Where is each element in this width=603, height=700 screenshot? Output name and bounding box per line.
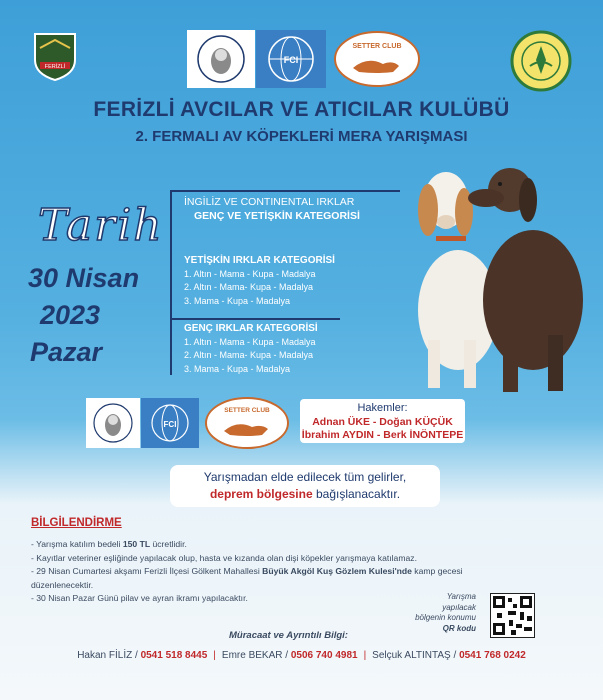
municipality-seal-icon — [510, 30, 572, 92]
info-item-fee-post: ücretlidir. — [150, 539, 187, 549]
contact-person-2 — [222, 650, 358, 661]
setter-dog-icon — [204, 396, 290, 450]
dog-head-icon — [193, 33, 249, 85]
contact-name-3: Selçuk ALTINTAŞ / — [372, 650, 457, 661]
svg-text:SETTER CLUB: SETTER CLUB — [224, 407, 270, 414]
group-title — [184, 195, 360, 223]
date-day: 30 Nisan — [28, 263, 140, 293]
young-category-title: GENÇ IRKLAR KATEGORİSİ — [184, 323, 318, 334]
judges-line1: Adnan ÜKE - Doğan KÜÇÜK — [312, 415, 453, 428]
svg-text:FERİZLİ: FERİZLİ — [44, 64, 66, 70]
svg-text:FCI: FCI — [283, 55, 299, 65]
club-logo — [30, 30, 80, 82]
adult-prize-3: 3. Mama - Kupa - Madalya — [184, 295, 291, 306]
young-category — [184, 322, 318, 376]
date-weekday: Pazar — [30, 337, 103, 367]
info-item-camp — [31, 565, 481, 592]
globe-icon — [265, 33, 317, 85]
contact-name-1: Hakan FİLİZ / — [77, 650, 138, 661]
info-item-vet: - Kayıtlar veteriner eşliğinde yapılacak olup, hasta ve kızanda olan dişi köpekler yarışmaya katılamaz. — [31, 552, 417, 563]
info-item-fee — [31, 538, 481, 552]
event-title: 2. FERMALI AV KÖPEKLERİ MERA YARIŞMASI — [135, 128, 468, 145]
qr-note-line1: Yarışma — [446, 592, 476, 601]
globe-icon — [148, 401, 192, 445]
qr-note-line2: yapılacak — [442, 602, 476, 612]
donation-notice — [170, 465, 440, 507]
fci-logo — [256, 30, 326, 88]
group-title-line2: GENÇ VE YETİŞKİN KATEGORİSİ — [194, 210, 360, 222]
club-shield-icon — [30, 30, 80, 82]
info-item-camp-place: Büyük Akgöl Kuş Gözlem Kulesi'nde — [262, 566, 412, 577]
info-item-fee-amount: 150 TL — [122, 539, 151, 549]
setter-club-logo-small — [204, 396, 290, 450]
adult-prize-1: 1. Altın - Mama - Kupa - Madalya — [184, 268, 316, 279]
svg-text:SETTER CLUB: SETTER CLUB — [352, 43, 402, 50]
contact-phone-3[interactable]: 0541 768 0242 — [459, 650, 526, 661]
setter-club-logo — [333, 30, 421, 88]
setter-dog-icon — [333, 30, 421, 88]
young-bracket — [170, 318, 340, 320]
fci-logo-small — [141, 398, 199, 448]
adult-category — [184, 254, 335, 308]
date-year: 2023 — [40, 300, 101, 330]
contact-phone-2[interactable]: 0506 740 4981 — [290, 650, 358, 661]
judges-box — [300, 399, 465, 443]
federation-logo-small — [86, 398, 140, 448]
svg-text:FCI: FCI — [163, 420, 177, 429]
contact-label: Müracaat ve Ayrıntılı Bilgi: — [229, 630, 348, 641]
qr-code-icon — [491, 594, 534, 637]
notice-line1: Yarışmadan elde edilecek tüm gelirler, — [203, 470, 407, 484]
location-qr-code[interactable] — [490, 593, 535, 638]
qr-note — [414, 592, 476, 634]
notice-line2-rest: bağışlanacaktır. — [312, 487, 401, 501]
club-title: FERİZLİ AVCILAR VE ATICILAR KULÜBÜ — [93, 98, 510, 121]
judges-title: Hakemler: — [357, 402, 408, 414]
contact-separator: | — [363, 650, 367, 661]
qr-note-line4: QR kodu — [442, 623, 476, 633]
info-item-fee-pre: - Yarışma katılım bedeli — [31, 539, 123, 549]
adult-category-title: YETİŞKİN IRKLAR KATEGORİSİ — [184, 255, 335, 266]
federation-logo — [187, 30, 255, 88]
young-prize-2: 2. Altın - Mama- Kupa - Madalya — [184, 350, 314, 360]
notice-line2 — [176, 486, 434, 503]
pointer-dog-image — [468, 168, 583, 392]
contact-name-2: Emre BEKAR / — [221, 650, 289, 661]
judges-line2: İbrahim AYDIN - Berk İNÖNTEPE — [301, 429, 464, 441]
info-item-camp-post: kamp gecesi düzenlenecektir. — [31, 566, 463, 590]
municipality-logo — [510, 30, 572, 92]
young-prize-3: 3. Mama - Kupa - Madalya — [184, 363, 291, 374]
contact-person-3 — [372, 650, 526, 661]
info-heading: BİLGİLENDİRME — [31, 517, 122, 529]
contact-phone-1[interactable]: 0541 518 8445 — [140, 650, 208, 661]
contact-person-1 — [77, 650, 207, 661]
info-item-camp-pre: - 29 Nisan Cumartesi akşamı Ferizli İlçesi Gölkent Mahallesi — [31, 566, 263, 577]
dogs-illustration — [398, 160, 598, 395]
young-prize-1: 1. Altın - Mama - Kupa - Madalya — [184, 336, 316, 347]
adult-prize-2: 2. Altın - Mama- Kupa - Madalya — [184, 282, 314, 292]
group-title-line1: İNGİLİZ VE CONTINENTAL IRKLAR — [184, 196, 355, 208]
qr-note-line3: bölgenin konumu — [415, 613, 476, 622]
date-label: Tarih — [38, 200, 164, 251]
info-item-food: - 30 Nisan Pazar Günü pilav ve ayran ikramı yapılacaktır. — [31, 593, 248, 604]
contact-separator: | — [213, 650, 216, 661]
dog-head-icon — [91, 401, 135, 445]
contact-bar — [0, 650, 603, 661]
notice-highlight: deprem bölgesine — [209, 487, 313, 501]
